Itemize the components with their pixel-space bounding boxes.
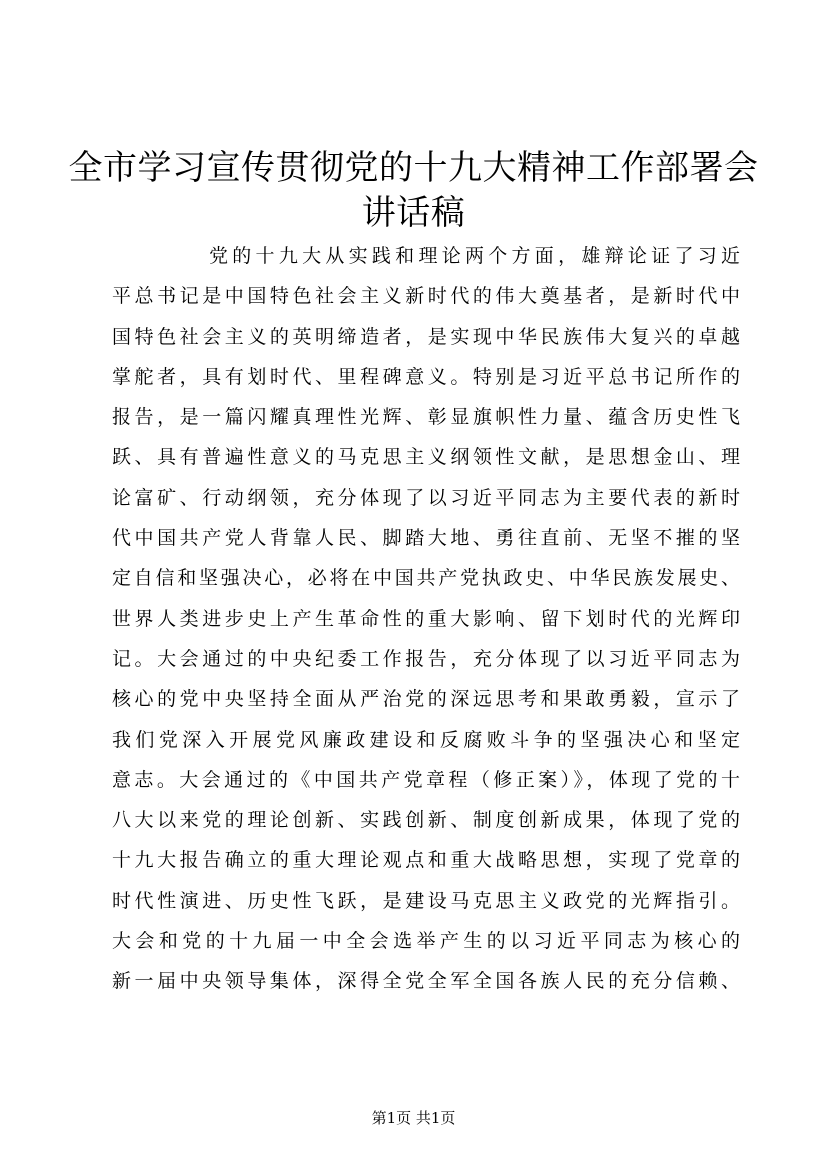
title-line-1: 全市学习宣传贯彻党的十九大精神工作部署会 (68, 148, 759, 188)
body-line: 掌舵者，具有划时代、里程碑意义。特别是习近平总书记所作的 (112, 365, 740, 388)
body-line: 党的十九大从实践和理论两个方面，雄辩论证了习近 (209, 245, 740, 267)
body-line: 核心的党中央坚持全面从严治党的深远思考和果敢勇毅，宣示了 (112, 688, 740, 711)
document-title (0, 146, 827, 236)
body-line: 代中国共产党人背靠人民、脚踏大地、勇往直前、无坚不摧的坚 (112, 527, 740, 550)
body-line: 国特色社会主义的英明缔造者，是实现中华民族伟大复兴的卓越 (112, 325, 740, 348)
body-line: 记。大会通过的中央纪委工作报告，充分体现了以习近平同志为 (112, 647, 740, 670)
body-line: 论富矿、行动纲领，充分体现了以习近平同志为主要代表的新时 (112, 486, 740, 509)
title-line-2: 讲话稿 (361, 193, 466, 233)
body-line: 我们党深入开展党风廉政建设和反腐败斗争的坚强决心和坚定 (112, 728, 740, 751)
document-body (112, 236, 740, 1002)
body-line: 时代性演进、历史性飞跃，是建设马克思主义政党的光辉指引。 (112, 889, 740, 912)
body-line: 定自信和坚强决心，必将在中国共产党执政史、中华民族发展史、 (112, 567, 740, 590)
body-line: 大会和党的十九届一中全会选举产生的以习近平同志为核心的 (112, 930, 740, 953)
body-line: 报告，是一篇闪耀真理性光辉、彰显旗帜性力量、蕴含历史性飞 (112, 406, 740, 429)
body-line: 平总书记是中国特色社会主义新时代的伟大奠基者，是新时代中 (112, 285, 740, 308)
body-line: 世界人类进步史上产生革命性的重大影响、留下划时代的光辉印 (112, 607, 740, 630)
body-line: 跃、具有普遍性意义的马克思主义纲领性文献，是思想金山、理 (112, 446, 740, 469)
page-footer: 第1页 共1页 (371, 1109, 456, 1127)
body-line: 十九大报告确立的重大理论观点和重大战略思想，实现了党章的 (112, 849, 740, 872)
body-line: 新一届中央领导集体，深得全党全军全国各族人民的充分信赖、 (112, 970, 740, 993)
body-line: 意志。大会通过的《中国共产党章程（修正案）》，体现了党的十 (112, 768, 740, 791)
body-line: 八大以来党的理论创新、实践创新、制度创新成果，体现了党的 (112, 809, 740, 832)
